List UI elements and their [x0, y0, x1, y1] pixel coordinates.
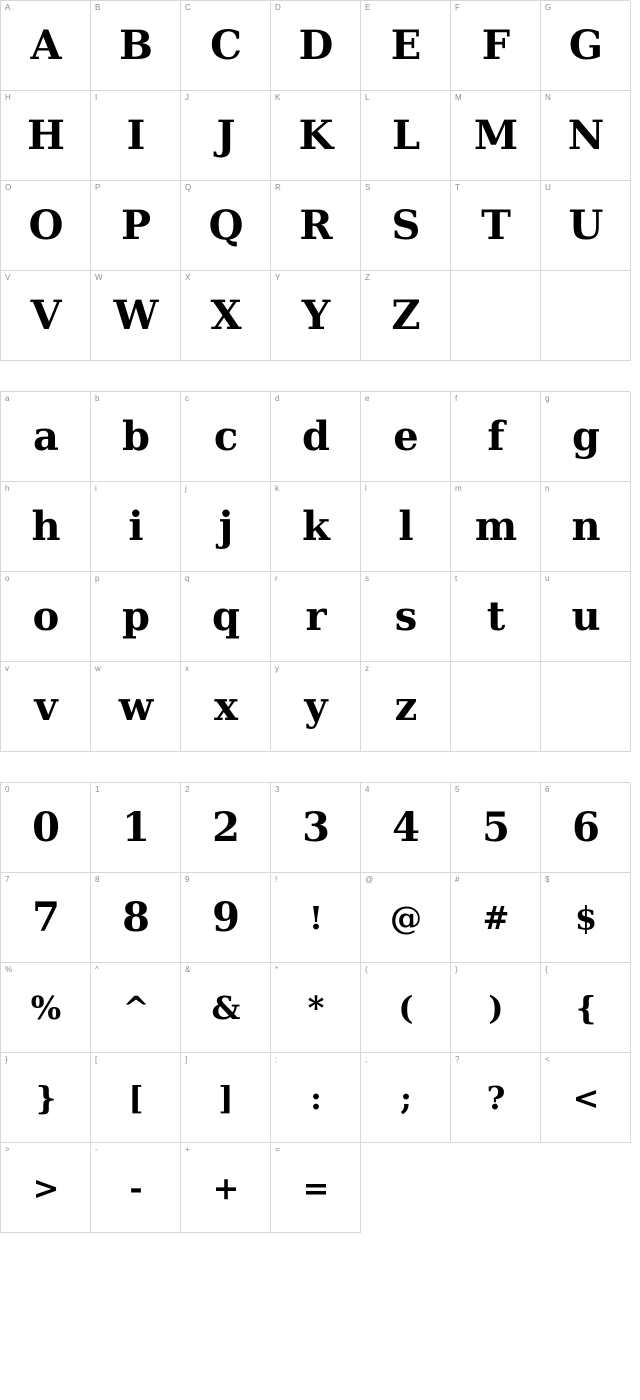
glyph-cell	[451, 91, 541, 181]
glyph: G	[568, 21, 603, 69]
glyph-code-label: [	[95, 1055, 98, 1064]
glyph: z	[394, 682, 417, 730]
glyph: B	[119, 21, 152, 69]
glyph-code-label: ^	[95, 965, 99, 974]
glyph-code-label: 2	[185, 785, 190, 794]
glyph: m	[474, 502, 517, 550]
glyph-cell	[541, 572, 631, 662]
glyph: !	[308, 898, 323, 937]
glyph-cell	[91, 271, 181, 361]
glyph: w	[118, 682, 153, 730]
glyph-cell	[361, 873, 451, 963]
glyph-code-label: *	[275, 965, 279, 974]
glyph-code-label: m	[455, 484, 462, 493]
glyph-cell	[1, 662, 91, 752]
glyph-code-label: F	[455, 3, 460, 12]
glyph-cell	[1, 873, 91, 963]
glyph: K	[298, 111, 333, 159]
glyph-cell	[271, 873, 361, 963]
glyph-code-label: (	[365, 965, 368, 974]
glyph-cell	[541, 91, 631, 181]
glyph: 1	[122, 803, 149, 851]
glyph: g	[572, 412, 599, 460]
glyph-cell	[541, 783, 631, 873]
glyph-code-label: p	[95, 574, 100, 583]
glyph-code-label: Q	[185, 183, 192, 192]
glyph-cell	[361, 181, 451, 271]
glyph: y	[304, 682, 327, 730]
glyph: P	[120, 201, 151, 249]
glyph-cell	[1, 392, 91, 482]
glyph-code-label: O	[5, 183, 12, 192]
glyph-code-label: h	[5, 484, 10, 493]
glyph-code-label: 9	[185, 875, 190, 884]
glyph-code-label: y	[275, 664, 279, 673]
glyph: A	[30, 21, 61, 69]
glyph: a	[33, 412, 58, 460]
glyph-code-label: a	[5, 394, 10, 403]
glyph-cell	[1, 783, 91, 873]
glyph-code-label: i	[95, 484, 97, 493]
glyph-cell	[361, 662, 451, 752]
glyph-code-label: &	[185, 965, 191, 974]
glyph-cell	[451, 1, 541, 91]
glyph-cell	[271, 1053, 361, 1143]
glyph-code-label: S	[365, 183, 371, 192]
glyph-code-label: P	[95, 183, 101, 192]
glyph-cell	[91, 392, 181, 482]
glyph: e	[393, 412, 418, 460]
glyph-cell	[451, 1053, 541, 1143]
glyph-cell	[271, 482, 361, 572]
glyph-cell	[1, 963, 91, 1053]
glyph: 8	[122, 893, 149, 941]
glyph: r	[305, 592, 326, 640]
glyph-cell	[91, 662, 181, 752]
glyph-code-label: 7	[5, 875, 10, 884]
glyph: v	[34, 682, 57, 730]
glyph: f	[487, 412, 504, 460]
glyph-code-label: j	[185, 484, 187, 493]
glyph: :	[310, 1078, 321, 1117]
glyph-code-label: 8	[95, 875, 100, 884]
glyph-cell	[1, 181, 91, 271]
glyph: 4	[392, 803, 419, 851]
glyph-code-label: x	[185, 664, 189, 673]
glyph: [	[128, 1078, 143, 1117]
glyph: 6	[572, 803, 599, 851]
glyph-cell	[91, 963, 181, 1053]
glyph-cell	[181, 1053, 271, 1143]
glyph-cell	[451, 572, 541, 662]
glyph: (	[398, 988, 413, 1027]
glyph-code-label: =	[275, 1145, 280, 1154]
glyph-cell	[271, 783, 361, 873]
glyph: T	[481, 201, 510, 249]
glyph-code-label: T	[455, 183, 460, 192]
glyph-code-label: >	[5, 1145, 10, 1154]
glyph: p	[122, 592, 149, 640]
glyph-code-label: Y	[275, 273, 281, 282]
glyph-code-label: $	[545, 875, 550, 884]
glyph-code-label: 5	[455, 785, 460, 794]
uppercase-character-grid	[0, 0, 630, 361]
block-separator	[0, 361, 640, 391]
glyph-code-label: f	[455, 394, 458, 403]
glyph: j	[218, 502, 233, 550]
glyph-code-label: G	[545, 3, 552, 12]
glyph-cell	[181, 271, 271, 361]
glyph-cell	[451, 963, 541, 1053]
glyph-code-label: 6	[545, 785, 550, 794]
glyph-cell	[91, 1053, 181, 1143]
glyph: n	[571, 502, 600, 550]
glyph-cell	[91, 783, 181, 873]
glyph: 9	[212, 893, 239, 941]
glyph: J	[216, 111, 235, 159]
glyph-cell	[91, 873, 181, 963]
glyph: #	[482, 898, 509, 937]
glyph: s	[394, 592, 417, 640]
glyph-cell	[271, 572, 361, 662]
glyph-cell	[91, 1, 181, 91]
glyph: V	[30, 291, 61, 339]
glyph-code-label: %	[5, 965, 13, 974]
glyph-code-label: M	[455, 93, 462, 102]
glyph-cell	[1, 91, 91, 181]
glyph-code-label: )	[455, 965, 458, 974]
glyph: u	[571, 592, 600, 640]
glyph: =	[302, 1168, 329, 1207]
glyph: D	[298, 21, 333, 69]
glyph-cell	[271, 1, 361, 91]
glyph: @	[390, 898, 421, 937]
glyph-code-label: @	[365, 875, 374, 884]
glyph-code-label: s	[365, 574, 369, 583]
glyph: -	[129, 1168, 142, 1207]
glyph-cell	[361, 392, 451, 482]
glyph: &	[211, 988, 240, 1027]
glyph-cell	[271, 392, 361, 482]
glyph-cell	[541, 392, 631, 482]
glyph: ;	[400, 1078, 411, 1117]
glyph-cell	[361, 572, 451, 662]
glyph-code-label: u	[545, 574, 550, 583]
glyph: E	[390, 21, 421, 69]
glyph-cell	[361, 1053, 451, 1143]
glyph-cell	[1, 1, 91, 91]
glyph-code-label: t	[455, 574, 458, 583]
glyph-code-label: R	[275, 183, 281, 192]
glyph-code-label: c	[185, 394, 189, 403]
glyph-code-label: o	[5, 574, 10, 583]
glyph-cell	[271, 271, 361, 361]
glyph-cell	[541, 181, 631, 271]
glyph-cell	[181, 783, 271, 873]
glyph-cell	[181, 1143, 271, 1233]
glyph-code-label: D	[275, 3, 281, 12]
glyph-cell	[1, 572, 91, 662]
glyph: L	[391, 111, 420, 159]
glyph-cell	[91, 1143, 181, 1233]
glyph: q	[212, 592, 239, 640]
glyph-cell	[1, 482, 91, 572]
glyph-code-label: X	[185, 273, 191, 282]
glyph: {	[575, 988, 596, 1027]
glyph: F	[481, 21, 510, 69]
glyph: O	[28, 201, 63, 249]
glyph-code-label: }	[5, 1055, 8, 1064]
glyph: h	[31, 502, 60, 550]
glyph-cell	[451, 873, 541, 963]
glyph-code-label: {	[545, 965, 548, 974]
glyph-cell	[181, 181, 271, 271]
glyph-code-label: U	[545, 183, 551, 192]
glyph: %	[30, 988, 61, 1027]
glyph-code-label: N	[545, 93, 551, 102]
glyph-cell	[181, 963, 271, 1053]
glyph: 0	[32, 803, 59, 851]
glyph-code-label: C	[185, 3, 191, 12]
glyph-code-label: #	[455, 875, 460, 884]
glyph-code-label: B	[95, 3, 101, 12]
glyph: Q	[208, 201, 243, 249]
glyph-cell	[361, 1, 451, 91]
glyph-code-label: +	[185, 1145, 190, 1154]
glyph: t	[486, 592, 505, 640]
glyph-cell	[181, 572, 271, 662]
glyph-code-label: e	[365, 394, 370, 403]
glyph-cell	[181, 91, 271, 181]
glyph: $	[574, 898, 597, 937]
glyph-cell	[451, 783, 541, 873]
glyph: ^	[122, 988, 149, 1027]
glyph: <	[572, 1078, 599, 1117]
glyph-code-label: l	[365, 484, 367, 493]
empty-cell	[541, 271, 631, 361]
glyph: *	[307, 988, 324, 1027]
glyph: i	[128, 502, 143, 550]
glyph-code-label: w	[95, 664, 101, 673]
glyph-code-label: 0	[5, 785, 10, 794]
glyph-code-label: V	[5, 273, 11, 282]
empty-cell	[451, 271, 541, 361]
glyph-code-label: g	[545, 394, 550, 403]
glyph-cell	[181, 662, 271, 752]
glyph-code-label: n	[545, 484, 550, 493]
glyph: )	[488, 988, 503, 1027]
glyph: l	[398, 502, 413, 550]
glyph-cell	[361, 783, 451, 873]
glyph-cell	[541, 1, 631, 91]
glyph-code-label: q	[185, 574, 190, 583]
empty-cell	[541, 662, 631, 752]
glyph-code-label: ;	[365, 1055, 368, 1064]
glyph: x	[214, 682, 237, 730]
glyph-cell	[451, 392, 541, 482]
glyph: c	[213, 412, 238, 460]
glyph-cell	[1, 1053, 91, 1143]
glyph-cell	[271, 662, 361, 752]
glyph-code-label: z	[365, 664, 369, 673]
glyph-cell	[1, 271, 91, 361]
glyph: }	[35, 1078, 56, 1117]
glyph-code-label: L	[365, 93, 370, 102]
glyph: ?	[486, 1078, 505, 1117]
glyph-code-label: k	[275, 484, 279, 493]
glyph-cell	[181, 482, 271, 572]
glyph: k	[302, 502, 329, 550]
glyph: Z	[391, 291, 420, 339]
glyph-cell	[451, 482, 541, 572]
glyph-code-label: E	[365, 3, 371, 12]
glyph: o	[32, 592, 59, 640]
glyph-cell	[541, 482, 631, 572]
glyph: Y	[301, 291, 330, 339]
glyph-code-label: <	[545, 1055, 550, 1064]
glyph-code-label: 4	[365, 785, 370, 794]
glyph: d	[302, 412, 329, 460]
glyph-code-label: r	[275, 574, 278, 583]
glyph: U	[568, 201, 603, 249]
glyph-cell	[361, 963, 451, 1053]
glyph-code-label: Z	[365, 273, 370, 282]
glyph-code-label: I	[95, 93, 98, 102]
glyph-cell	[91, 181, 181, 271]
glyph-code-label: b	[95, 394, 100, 403]
glyph: >	[32, 1168, 59, 1207]
glyph: C	[210, 21, 241, 69]
glyph: M	[473, 111, 518, 159]
glyph-cell	[541, 873, 631, 963]
glyph-cell	[91, 91, 181, 181]
glyph-cell	[271, 181, 361, 271]
glyph: N	[567, 111, 604, 159]
glyph-cell	[361, 91, 451, 181]
glyph-cell	[361, 271, 451, 361]
glyph-cell	[271, 1143, 361, 1233]
glyph-cell	[361, 482, 451, 572]
glyph-cell	[271, 963, 361, 1053]
glyph-code-label: 3	[275, 785, 280, 794]
glyph: 3	[302, 803, 329, 851]
glyph-cell	[271, 91, 361, 181]
glyph-cell	[541, 963, 631, 1053]
glyph: +	[212, 1168, 239, 1207]
glyph: 7	[32, 893, 59, 941]
block-separator	[0, 752, 640, 782]
glyph-cell	[91, 572, 181, 662]
glyph-code-label: ?	[455, 1055, 460, 1064]
glyph-cell	[541, 1053, 631, 1143]
glyph-code-label: J	[185, 93, 189, 102]
glyph-code-label: A	[5, 3, 11, 12]
empty-cell	[451, 662, 541, 752]
glyph-code-label: ]	[185, 1055, 188, 1064]
glyph: W	[113, 291, 158, 339]
glyph: H	[27, 111, 64, 159]
glyph-cell	[1, 1143, 91, 1233]
glyph-code-label: K	[275, 93, 281, 102]
glyph: b	[122, 412, 149, 460]
glyph-cell	[451, 181, 541, 271]
symbols-character-grid	[0, 782, 630, 1233]
glyph-cell	[181, 392, 271, 482]
glyph-code-label: :	[275, 1055, 278, 1064]
glyph-cell	[181, 873, 271, 963]
glyph-code-label: W	[95, 273, 103, 282]
glyph-cell	[181, 1, 271, 91]
glyph-code-label: 1	[95, 785, 100, 794]
glyph: 2	[212, 803, 239, 851]
glyph-code-label: !	[275, 875, 278, 884]
page-bottom-margin	[0, 1233, 640, 1373]
glyph-code-label: H	[5, 93, 11, 102]
lowercase-character-grid	[0, 391, 630, 752]
glyph: R	[299, 201, 332, 249]
glyph: S	[391, 201, 420, 249]
glyph: X	[210, 291, 241, 339]
glyph: I	[126, 111, 145, 159]
glyph-code-label: v	[5, 664, 9, 673]
glyph-cell	[91, 482, 181, 572]
glyph-code-label: -	[95, 1145, 98, 1154]
glyph: ]	[218, 1078, 233, 1117]
glyph-code-label: d	[275, 394, 280, 403]
glyph: 5	[482, 803, 509, 851]
